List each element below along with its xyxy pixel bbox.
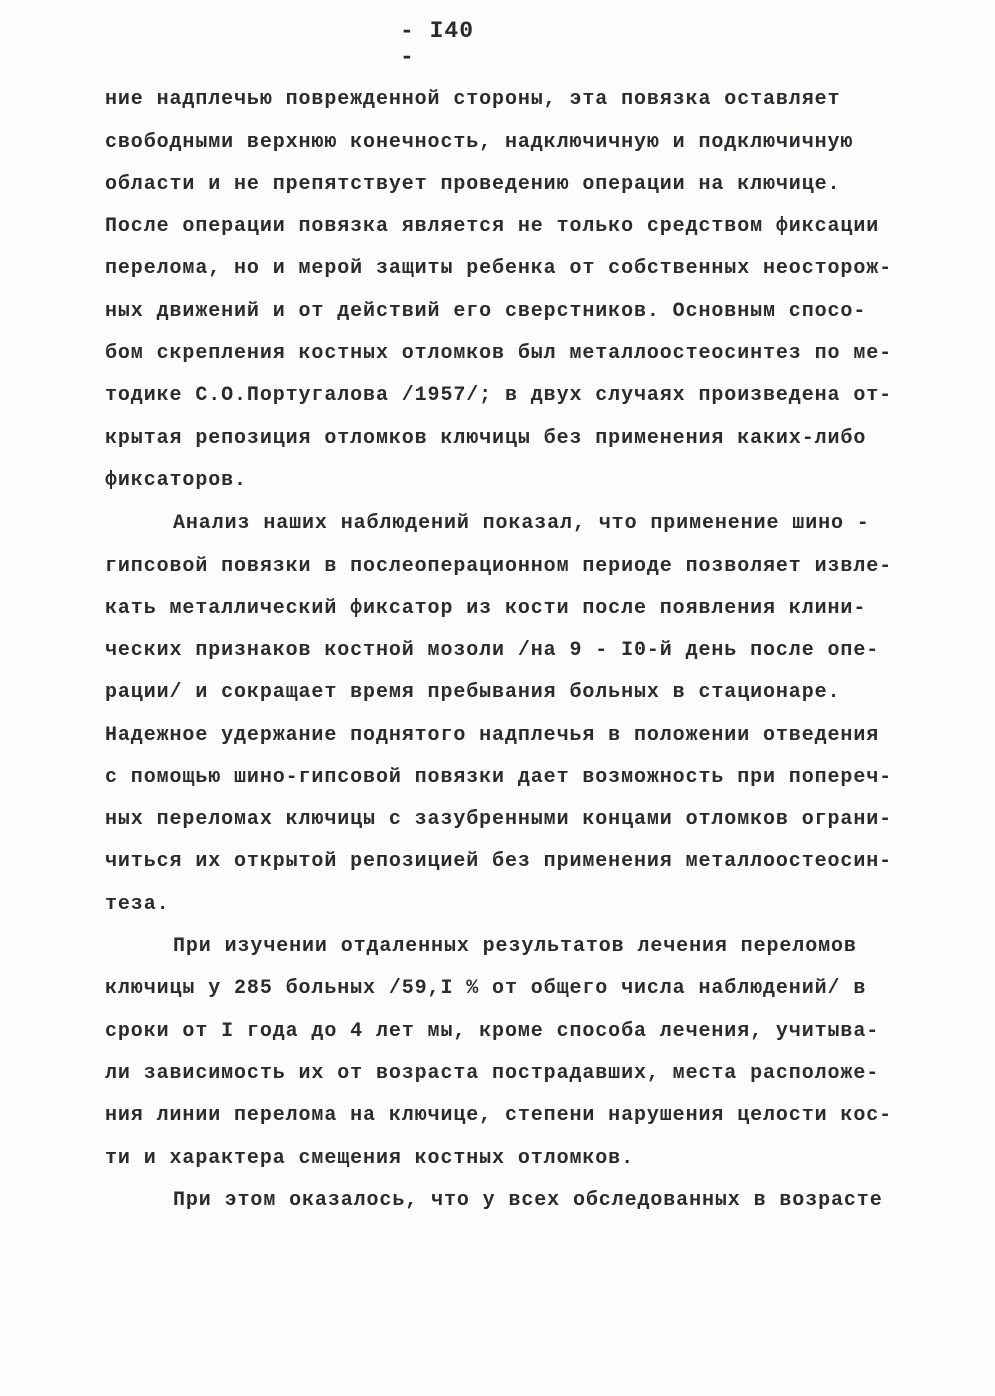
text-line: рации/ и сокращает время пребывания больных в стационаре.	[105, 681, 841, 704]
text-line: Надежное удержание поднятого надплечья в положении отведения	[105, 724, 880, 747]
text-line: с помощью шино-гипсовой повязки дает возможность при попереч-	[105, 766, 893, 789]
text-line: ние надплечью поврежденной стороны, эта повязка оставляет	[105, 88, 841, 111]
text-line: бом скрепления костных отломков был металлоостеосинтез по ме-	[105, 342, 893, 365]
text-line: ния линии перелома на ключице, степени нарушения целости кос-	[105, 1104, 893, 1127]
page-number: - I40 -	[400, 18, 475, 70]
text-line: читься их открытой репозицией без применения металлоостеосин-	[105, 850, 893, 873]
text-line: крытая репозиция отломков ключицы без применения каких-либо	[105, 427, 867, 450]
text-line: теза.	[105, 893, 170, 916]
text-line: свободными верхнюю конечность, надключичную и подключичную	[105, 131, 854, 154]
text-line: кать металлический фиксатор из кости после появления клини-	[105, 597, 867, 620]
text-line: ключицы у 285 больных /59,I % от общего числа наблюдений/ в	[105, 977, 867, 1000]
text-line: области и не препятствует проведению операции на ключице.	[105, 173, 841, 196]
text-line: ти и характера смещения костных отломков.	[105, 1147, 634, 1170]
text-line: Анализ наших наблюдений показал, что применение шино -	[173, 512, 870, 535]
text-line: При изучении отдаленных результатов лечения переломов	[173, 935, 857, 958]
text-line: ных движений и от действий его сверстников. Основным спосо-	[105, 300, 867, 323]
text-line: ческих признаков костной мозоли /на 9 - I0-й день после опе-	[105, 639, 880, 662]
text-line: ных переломах ключицы с зазубренными концами отломков ограни-	[105, 808, 893, 831]
text-line: фиксаторов.	[105, 469, 247, 492]
text-line: перелома, но и мерой защиты ребенка от собственных неосторож-	[105, 257, 893, 280]
text-line: сроки от I года до 4 лет мы, кроме способа лечения, учитыва-	[105, 1020, 880, 1043]
text-line: ли зависимость их от возраста пострадавших, места расположе-	[105, 1062, 880, 1085]
text-line: После операции повязка является не только средством фиксации	[105, 215, 880, 238]
text-line: тодике С.О.Португалова /1957/; в двух случаях произведена от-	[105, 384, 893, 407]
text-line: гипсовой повязки в послеоперационном периоде позволяет извле-	[105, 555, 893, 578]
text-line: При этом оказалось, что у всех обследованных в возрасте	[173, 1189, 883, 1212]
